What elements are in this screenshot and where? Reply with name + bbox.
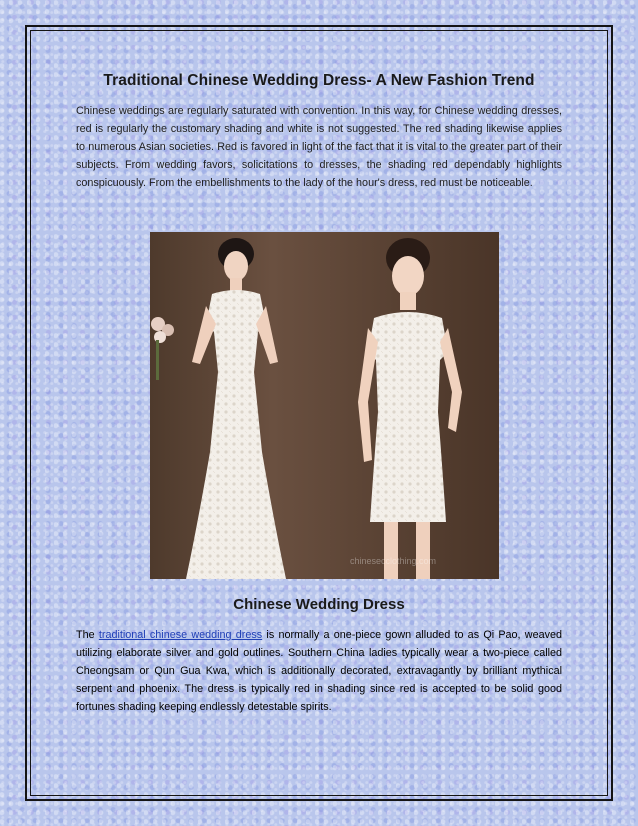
wedding-dress-illustration — [150, 232, 499, 579]
wedding-dress-photo — [150, 232, 499, 579]
document-body — [76, 72, 562, 192]
section-paragraph — [76, 626, 562, 716]
model-right — [358, 238, 462, 579]
document-title: Traditional Chinese Wedding Dress- A New Fashion Trend — [103, 72, 535, 89]
flower-decoration — [151, 317, 174, 380]
photo-watermark: chinesecclothing.com — [350, 556, 437, 566]
traditional-dress-link[interactable]: traditional chinese wedding dress — [98, 629, 263, 641]
body-prefix: The — [76, 629, 99, 641]
section-body — [76, 626, 562, 716]
intro-paragraph: Chinese weddings are regularly saturated with convention. In this way, for Chinese wedding dresses, red is regularly the customary shading and white is not suggested. The red shading likewise applies to numerous Asian societies. Red is favored in light of the fact that it is vital to the greater part of their subjects. From wedding favors, solicitations to dresses, the shading red dependably highlights conspicuously. From the embellishments to the lady of the hour's dress, red must be noticeable. — [76, 105, 562, 189]
section-subtitle: Chinese Wedding Dress — [233, 596, 405, 613]
model-left — [186, 238, 286, 579]
body-suffix: is normally a one-piece gown alluded to as Qi Pao, weaved utilizing elaborate silver and gold outlines. Southern China ladies typically wear a two-piece called Cheongsam or Qun Gua Kwa, which is additionally decorated, extravagantly by brilliant mythical serpent and phoenix. The dress is typically red in shading since red is accepted to be solid good fortunes shading keeping endlessly detestable spirits. — [76, 629, 563, 713]
